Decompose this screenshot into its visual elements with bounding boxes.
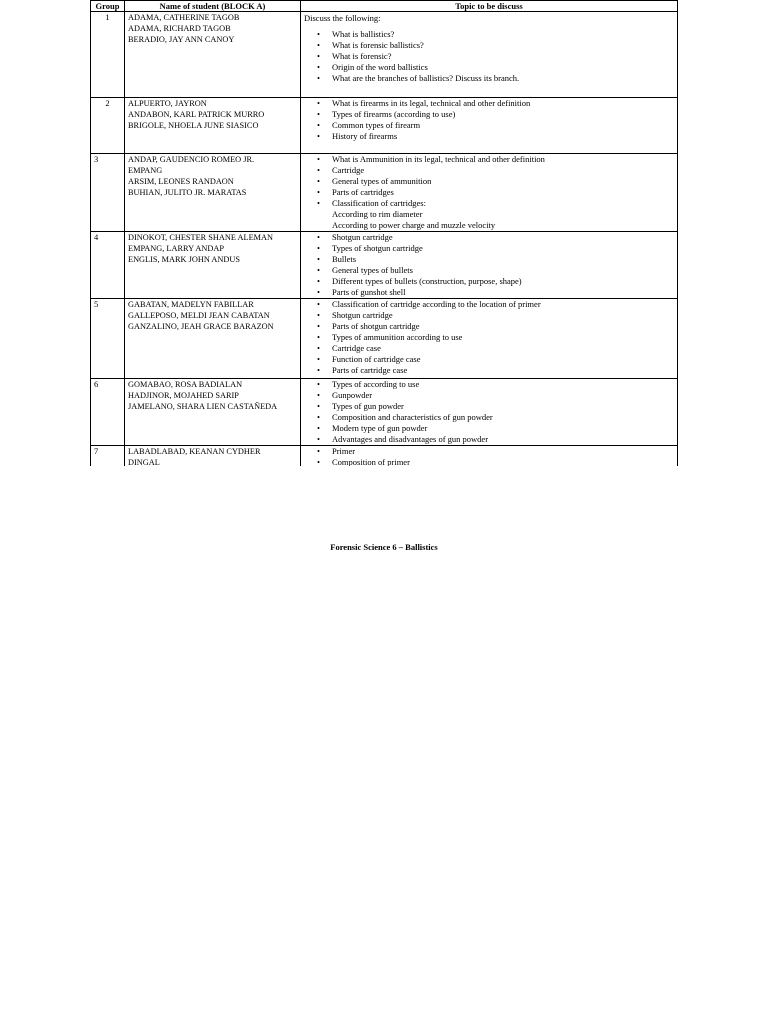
topic-list bbox=[304, 446, 674, 466]
topics-cell bbox=[301, 232, 678, 299]
header-topics: Topic to be discuss bbox=[301, 1, 678, 12]
topic-item: • Types of firearms (according to use) bbox=[332, 109, 674, 120]
group-number: 3 bbox=[91, 154, 125, 232]
topics-cell bbox=[301, 299, 678, 379]
header-group: Group bbox=[91, 1, 125, 12]
topic-item: • Classification of cartridge according to the location of primer bbox=[332, 299, 674, 310]
group-number: 7 bbox=[91, 446, 125, 467]
topic-list bbox=[304, 379, 674, 445]
topic-item: • Primer bbox=[332, 446, 674, 457]
student-name: JAMELANO, SHARA LIEN CASTAÑEDA bbox=[128, 402, 278, 411]
student-names bbox=[125, 232, 301, 299]
group-number: 4 bbox=[91, 232, 125, 299]
topic-item: • General types of bullets bbox=[332, 265, 674, 276]
student-name: DINOKOT, CHESTER SHANE ALEMAN bbox=[128, 233, 274, 242]
student-names bbox=[125, 154, 301, 232]
student-name: EMPANG bbox=[128, 166, 163, 175]
table-row bbox=[91, 232, 678, 299]
topic-item: • What is ballistics? bbox=[332, 29, 674, 40]
topic-list bbox=[304, 299, 674, 376]
group-topics-table bbox=[90, 0, 678, 466]
header-names: Name of student (BLOCK A) bbox=[125, 1, 301, 12]
topic-list bbox=[304, 98, 674, 142]
student-name: DINGAL bbox=[128, 458, 160, 466]
student-name: EMPANG, LARRY ANDAP bbox=[128, 244, 224, 253]
student-name: LABADLABAD, KEANAN CYDHER bbox=[128, 447, 261, 456]
student-name: GABATAN, MADELYN FABILLAR bbox=[128, 300, 254, 309]
topic-item: • What is firearms in its legal, technical and other definition bbox=[332, 98, 674, 109]
student-names bbox=[125, 299, 301, 379]
topic-item: • Parts of gunshot shell bbox=[332, 287, 674, 298]
topic-item: • Types of shotgun cartridge bbox=[332, 243, 674, 254]
topics-table-page bbox=[90, 0, 678, 466]
student-names bbox=[125, 379, 301, 446]
topic-item: • What is Ammunition in its legal, technical and other definition bbox=[332, 154, 674, 165]
topic-subitem: According to rim diameter bbox=[332, 209, 423, 219]
table-row bbox=[91, 12, 678, 98]
topic-item: • Types of ammunition according to use bbox=[332, 332, 674, 343]
group-number: 1 bbox=[91, 12, 125, 98]
topic-item: • What is forensic? bbox=[332, 51, 674, 62]
topic-item: • Composition of primer bbox=[332, 457, 674, 466]
topics-cell bbox=[301, 154, 678, 232]
student-name: HADJINOR, MOJAHED SARIP bbox=[128, 391, 239, 400]
student-name: GANZALINO, JEAH GRACE BARAZON bbox=[128, 322, 274, 331]
topic-item: • Origin of the word ballistics bbox=[332, 62, 674, 73]
topic-item: • History of firearms bbox=[332, 131, 674, 142]
student-name: ADAMA, CATHERINE TAGOB bbox=[128, 13, 240, 22]
table-row bbox=[91, 379, 678, 446]
table-row bbox=[91, 299, 678, 379]
table-row bbox=[91, 98, 678, 154]
topics-cell bbox=[301, 98, 678, 154]
student-name: BUHIAN, JULITO JR. MARATAS bbox=[128, 188, 247, 197]
student-name: ADAMA, RICHARD TAGOB bbox=[128, 24, 231, 33]
student-name: ENGLIS, MARK JOHN ANDUS bbox=[128, 255, 241, 264]
topic-item: • What is forensic ballistics? bbox=[332, 40, 674, 51]
topic-item: • Modern type of gun powder bbox=[332, 423, 674, 434]
group-number: 2 bbox=[91, 98, 125, 154]
topic-list bbox=[304, 154, 674, 209]
topic-item: • Parts of cartridge case bbox=[332, 365, 674, 376]
topics-intro: Discuss the following: bbox=[304, 13, 381, 23]
student-name: GOMABAO, ROSA BADIALAN bbox=[128, 380, 243, 389]
topic-item: • Classification of cartridges: bbox=[332, 198, 674, 209]
topic-item: • Parts of shotgun cartridge bbox=[332, 321, 674, 332]
topic-list bbox=[304, 232, 674, 298]
table-row bbox=[91, 446, 678, 467]
topic-item: • Cartridge bbox=[332, 165, 674, 176]
topics-cell bbox=[301, 12, 678, 98]
topic-item: • Gunpowder bbox=[332, 390, 674, 401]
topic-item: • Shotgun cartridge bbox=[332, 310, 674, 321]
student-name: ANDABON, KARL PATRICK MURRO bbox=[128, 110, 265, 119]
topic-item: • Different types of bullets (construction, purpose, shape) bbox=[332, 276, 674, 287]
topic-item: • Common types of firearm bbox=[332, 120, 674, 131]
topics-cell bbox=[301, 379, 678, 446]
student-names bbox=[125, 446, 301, 467]
student-names bbox=[125, 98, 301, 154]
student-names bbox=[125, 12, 301, 98]
topic-item: • Composition and characteristics of gun powder bbox=[332, 412, 674, 423]
topic-item: • Cartridge case bbox=[332, 343, 674, 354]
topic-item: • Types of gun powder bbox=[332, 401, 674, 412]
topic-subitem: According to power charge and muzzle velocity bbox=[332, 220, 496, 230]
topic-item: • Bullets bbox=[332, 254, 674, 265]
student-name: GALLEPOSO, MELDI JEAN CABATAN bbox=[128, 311, 270, 320]
topics-cell bbox=[301, 446, 678, 467]
student-name: ANDAP, GAUDENCIO ROMEO JR. bbox=[128, 155, 255, 164]
group-number: 6 bbox=[91, 379, 125, 446]
document-footer: Forensic Science 6 – Ballistics bbox=[330, 542, 438, 552]
topic-item: • General types of ammunition bbox=[332, 176, 674, 187]
topic-item: • Advantages and disadvantages of gun powder bbox=[332, 434, 674, 445]
topic-list bbox=[304, 29, 674, 84]
student-name: BERADIO, JAY ANN CANOY bbox=[128, 35, 235, 44]
table-row bbox=[91, 154, 678, 232]
student-name: ARSIM, LEONES RANDAON bbox=[128, 177, 234, 186]
topic-item: • Types of according to use bbox=[332, 379, 674, 390]
topic-item: • Shotgun cartridge bbox=[332, 232, 674, 243]
group-number: 5 bbox=[91, 299, 125, 379]
topic-item: • Function of cartridge case bbox=[332, 354, 674, 365]
table-header-row bbox=[91, 1, 678, 12]
topic-item: • Parts of cartridges bbox=[332, 187, 674, 198]
student-name: ALPUERTO, JAYRON bbox=[128, 99, 207, 108]
topic-item: • What are the branches of ballistics? Discuss its branch. bbox=[332, 73, 674, 84]
student-name: BRIGOLE, NHOELA JUNE SIASICO bbox=[128, 121, 259, 130]
